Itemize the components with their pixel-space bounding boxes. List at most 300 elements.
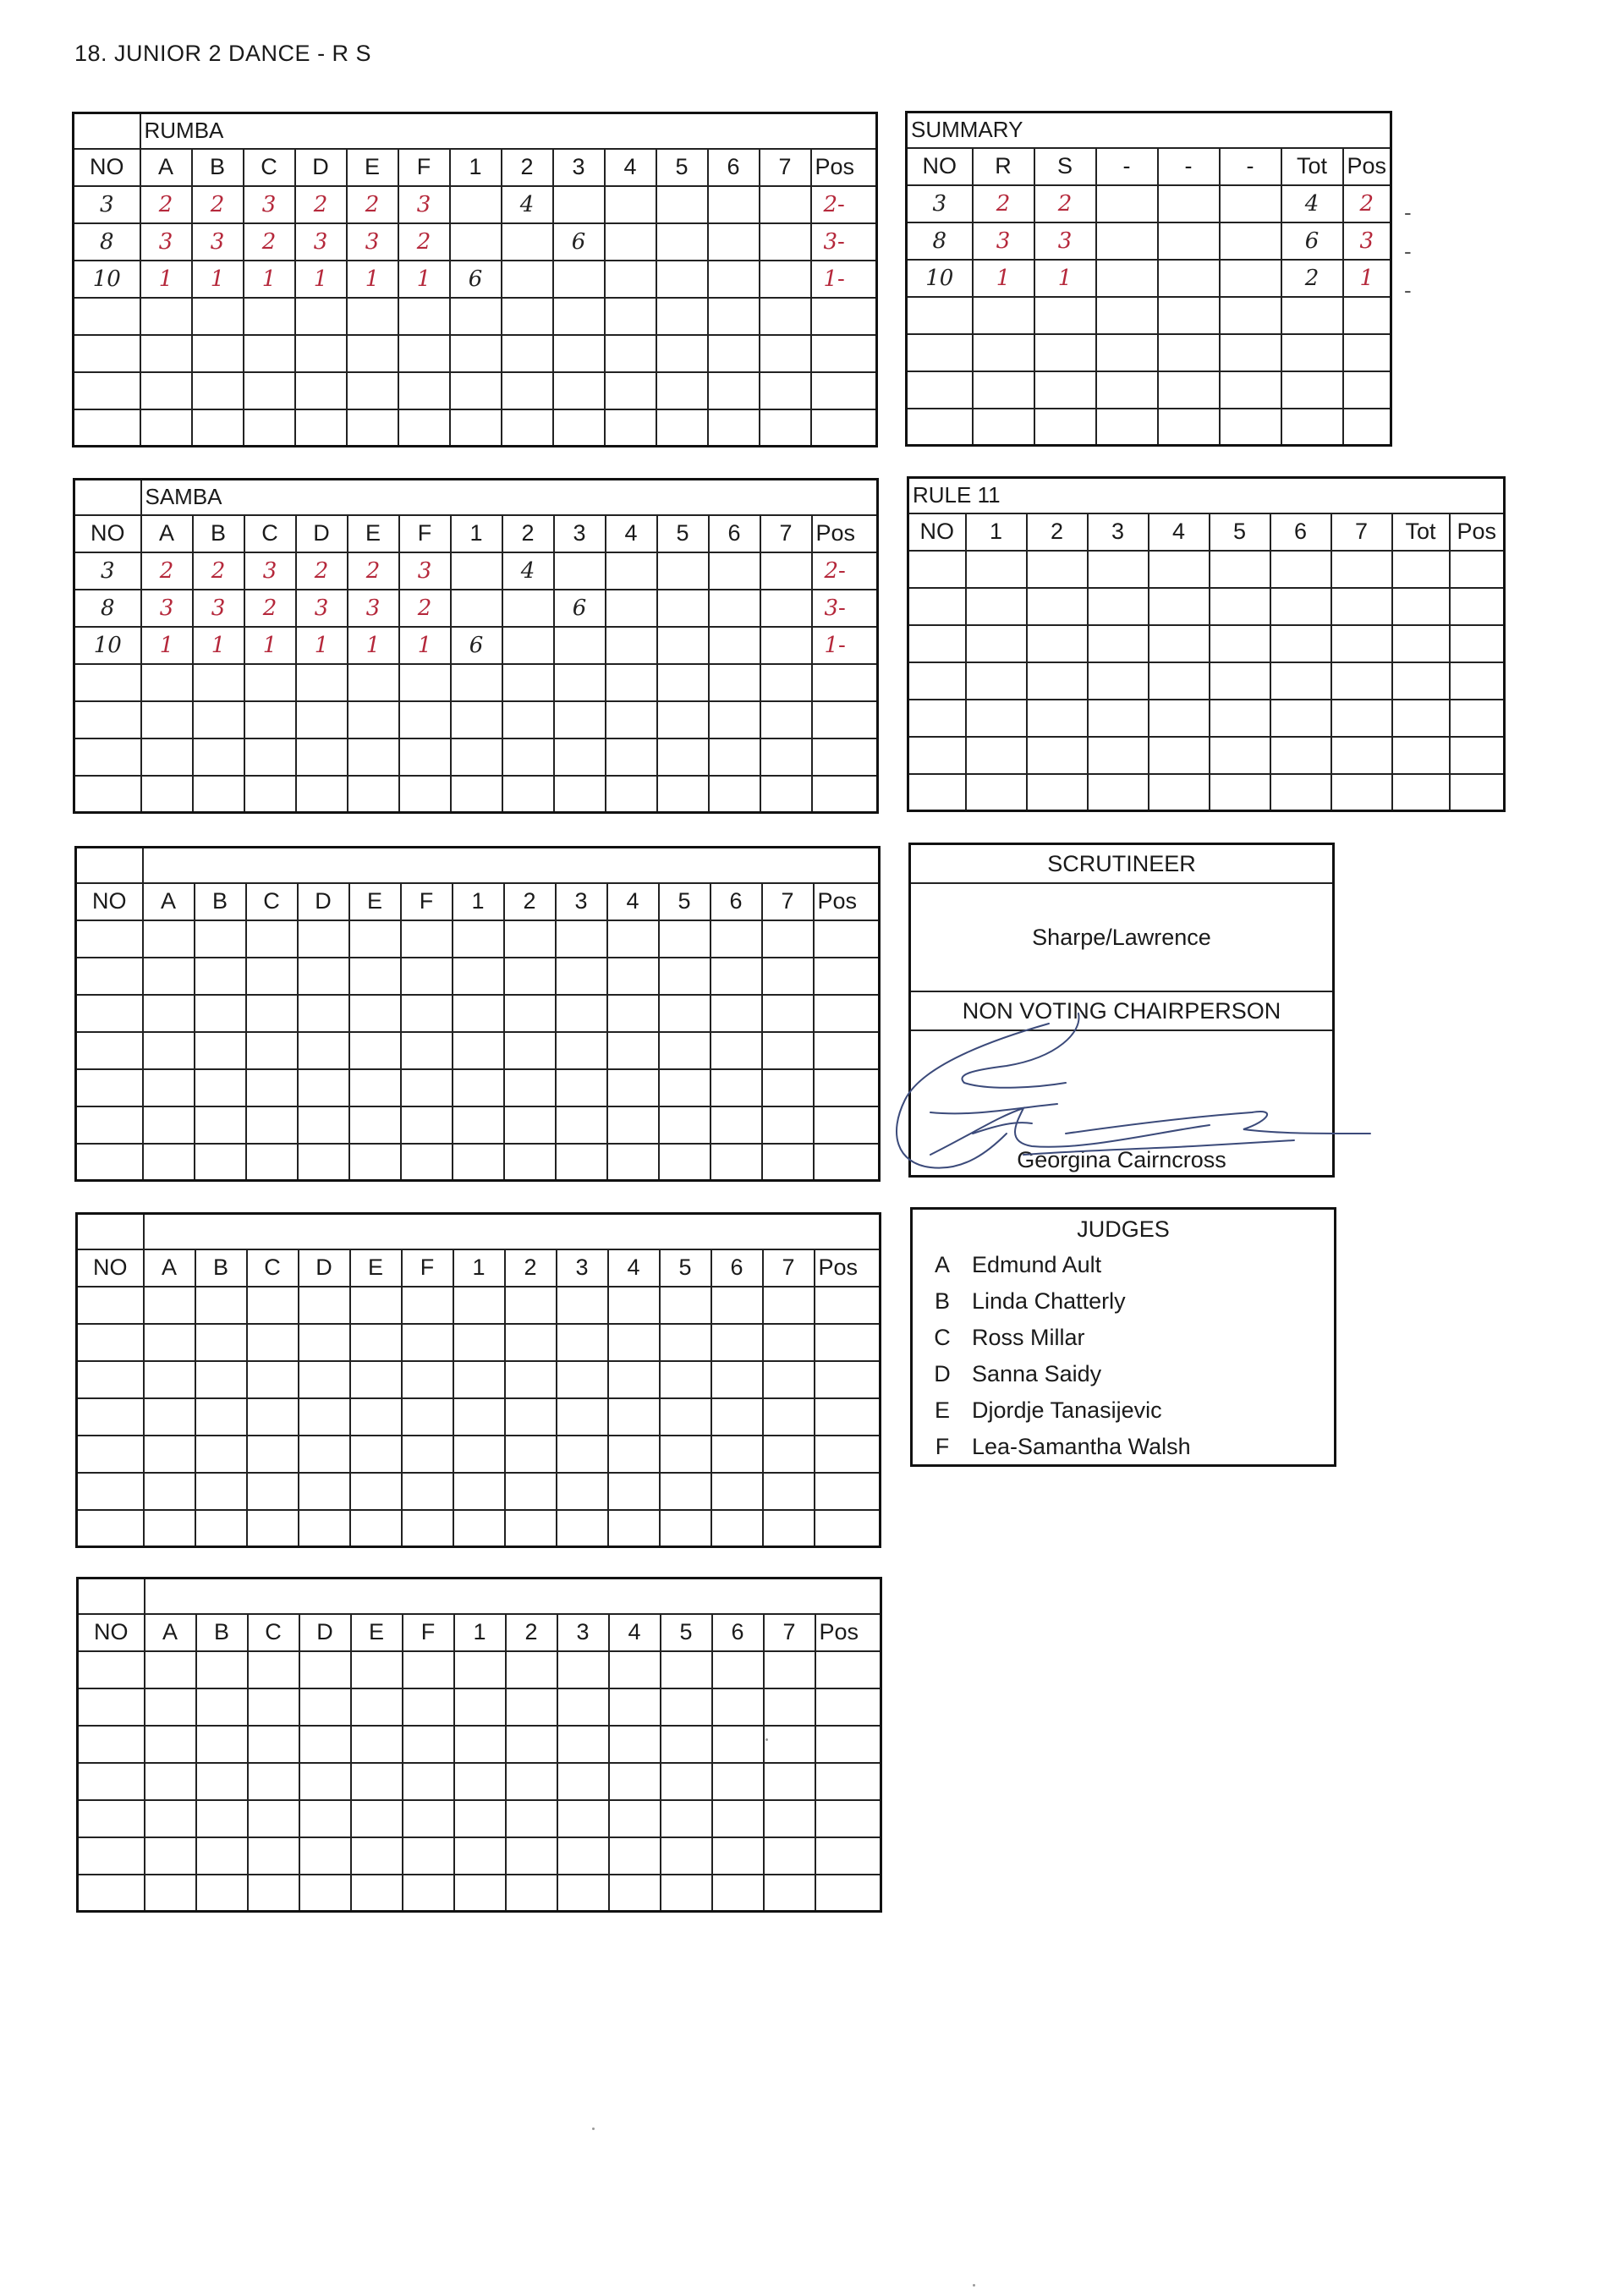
column-header: 2 <box>502 515 554 552</box>
dance-title <box>144 1214 881 1249</box>
summary-cell <box>1034 371 1096 409</box>
mark-cell <box>556 1069 607 1106</box>
mark-cell <box>193 738 244 776</box>
column-header: 6 <box>1270 513 1331 551</box>
column-header: 3 <box>557 1614 609 1651</box>
mark-cell <box>660 1398 711 1436</box>
column-header: C <box>247 1249 299 1287</box>
mark-cell <box>247 1473 299 1510</box>
mark-cell <box>710 995 762 1032</box>
mark-cell: 2 <box>347 186 398 223</box>
mark-cell <box>605 409 656 447</box>
mark-cell <box>401 958 453 995</box>
table-row <box>74 552 878 590</box>
rule11-cell <box>1210 662 1270 700</box>
mark-cell <box>811 335 877 372</box>
mark-cell <box>454 1800 506 1837</box>
mark-cell <box>143 958 195 995</box>
mark-cell <box>607 1032 659 1069</box>
dance-title <box>143 848 880 883</box>
summary-cell <box>1220 371 1281 409</box>
mark-cell <box>401 920 453 958</box>
mark-cell <box>506 1875 557 1912</box>
mark-cell <box>451 701 502 738</box>
rule11-cell <box>1210 588 1270 625</box>
judges-box <box>910 1207 1336 1467</box>
summary-cell <box>1220 222 1281 260</box>
mark-cell <box>247 1324 299 1361</box>
mark-cell <box>557 1651 609 1688</box>
mark-cell <box>554 738 606 776</box>
summary-cell <box>1281 297 1343 334</box>
title-corner-cell <box>76 848 143 883</box>
column-header: 7 <box>763 1249 815 1287</box>
mark-cell <box>815 1324 881 1361</box>
mark-cell <box>657 701 709 738</box>
column-header: B <box>193 515 244 552</box>
mark-cell <box>348 701 399 738</box>
mark-cell <box>760 223 811 261</box>
mark-cell <box>193 776 244 813</box>
mark-cell <box>609 1651 661 1688</box>
mark-cell: 1 <box>192 261 244 298</box>
table-title-row <box>78 1578 881 1614</box>
mark-cell <box>556 1144 607 1181</box>
rule11-cell <box>1392 625 1450 662</box>
mark-cell <box>247 1287 299 1324</box>
mark-cell <box>712 1837 764 1875</box>
mark-cell <box>711 1361 763 1398</box>
column-header: 5 <box>660 1249 711 1287</box>
mark-cell <box>760 372 811 409</box>
column-header: 3 <box>554 515 606 552</box>
tick-dash: - <box>838 632 846 658</box>
judges-list <box>913 1247 1334 1465</box>
column-header: 7 <box>760 149 811 186</box>
mark-cell <box>607 1144 659 1181</box>
mark-cell <box>349 958 401 995</box>
column-header: - <box>1158 148 1220 185</box>
column-header: 6 <box>711 1249 763 1287</box>
column-header: 2 <box>1027 513 1088 551</box>
mark-cell <box>454 1688 506 1726</box>
summary-cell: 6 <box>1281 222 1343 260</box>
title-corner-cell <box>74 113 140 149</box>
column-header: 5 <box>1210 513 1270 551</box>
mark-cell <box>711 1324 763 1361</box>
mark-cell: 2 <box>244 590 296 627</box>
mark-cell <box>815 1287 881 1324</box>
column-header: 4 <box>609 1614 661 1651</box>
mark-cell <box>246 1069 298 1106</box>
mark-cell: 1 <box>348 627 399 664</box>
mark-cell <box>556 920 607 958</box>
mark-cell <box>554 701 606 738</box>
mark-cell <box>760 664 812 701</box>
table-row <box>78 1837 881 1875</box>
dance-title: SAMBA <box>141 480 878 515</box>
summary-cell <box>1220 334 1281 371</box>
mark-cell <box>661 1837 712 1875</box>
mark-cell <box>760 738 812 776</box>
mark-cell <box>351 1688 403 1726</box>
table-row <box>907 260 1391 297</box>
mark-cell <box>299 1875 351 1912</box>
column-header: D <box>299 1614 351 1651</box>
chairperson-name: Georgina Cairncross <box>1017 1147 1226 1172</box>
mark-cell: 1 <box>347 261 398 298</box>
tick-dash: - <box>837 228 845 255</box>
rule11-cell <box>966 551 1027 588</box>
mark-cell <box>763 1324 815 1361</box>
mark-cell <box>502 409 553 447</box>
summary-cell <box>1096 409 1158 446</box>
mark-cell <box>299 1473 350 1510</box>
mark-cell <box>606 776 657 813</box>
summary-cell: 1 <box>1034 260 1096 297</box>
mark-cell <box>557 1875 609 1912</box>
mark-cell <box>247 1361 299 1398</box>
mark-cell <box>661 1875 712 1912</box>
mark-cell <box>710 1106 762 1144</box>
mark-cell <box>77 1436 144 1473</box>
mark-cell <box>763 1398 815 1436</box>
mark-cell <box>299 1688 351 1726</box>
summary-cell: 10 <box>907 260 973 297</box>
mark-cell <box>454 1726 506 1763</box>
column-header: 6 <box>710 883 762 920</box>
mark-cell <box>403 1688 454 1726</box>
summary-cell <box>1034 409 1096 446</box>
mark-cell: 2 <box>348 552 399 590</box>
table-row <box>76 958 880 995</box>
column-header: 1 <box>966 513 1027 551</box>
mark-cell <box>660 1324 711 1361</box>
mark-cell <box>762 1032 814 1069</box>
mark-cell <box>244 701 296 738</box>
mark-cell <box>605 335 656 372</box>
mark-cell: 2 <box>140 186 192 223</box>
mark-cell: 2 <box>141 552 193 590</box>
mark-cell <box>74 776 141 813</box>
rule11-table <box>907 476 1506 812</box>
mark-cell <box>144 1324 195 1361</box>
summary-cell <box>1158 334 1220 371</box>
mark-cell <box>811 186 877 223</box>
rule11-cell <box>1392 774 1450 811</box>
mark-cell <box>453 1287 505 1324</box>
column-header: 2 <box>502 149 553 186</box>
mark-cell <box>74 372 140 409</box>
mark-cell <box>708 409 760 447</box>
mark-cell <box>195 1324 247 1361</box>
mark-cell <box>711 1473 763 1510</box>
mark-cell <box>553 372 605 409</box>
mark-cell <box>815 1361 881 1398</box>
mark-cell <box>506 1763 557 1800</box>
mark-cell <box>76 1069 143 1106</box>
tick-dash: - <box>838 557 846 584</box>
mark-cell <box>656 298 708 335</box>
mark-cell: 1 <box>399 627 451 664</box>
mark-cell: 3 <box>244 552 296 590</box>
mark-cell <box>609 1726 661 1763</box>
mark-cell: 6 <box>450 261 502 298</box>
mark-cell <box>248 1800 299 1837</box>
scrutineer-label: SCRUTINEER <box>911 845 1332 884</box>
mark-cell <box>605 372 656 409</box>
judge-name: Djordje Tanasijevic <box>972 1397 1162 1423</box>
table-row <box>74 701 878 738</box>
mark-cell <box>248 1651 299 1688</box>
rule11-cell <box>1392 700 1450 737</box>
mark-cell <box>814 1069 880 1106</box>
mark-cell <box>814 1032 880 1069</box>
table-row <box>77 1510 881 1547</box>
mark-cell: 4 <box>502 552 554 590</box>
mark-cell: 3 <box>141 590 193 627</box>
mark-cell <box>811 298 877 335</box>
mark-cell <box>77 1361 144 1398</box>
column-header: E <box>349 883 401 920</box>
mark-cell <box>712 1726 764 1763</box>
mark-cell: 6 <box>553 223 605 261</box>
table-title-row <box>908 478 1505 513</box>
mark-cell <box>244 776 296 813</box>
rule11-cell <box>1450 774 1505 811</box>
mark-cell <box>660 1436 711 1473</box>
column-header: E <box>351 1614 403 1651</box>
mark-cell <box>556 1032 607 1069</box>
mark-cell <box>607 958 659 995</box>
mark-cell: 2 <box>399 590 451 627</box>
summary-cell <box>1158 297 1220 334</box>
table-row <box>76 1032 880 1069</box>
mark-cell <box>606 738 657 776</box>
column-header: - <box>1096 148 1158 185</box>
summary-cell <box>1343 371 1391 409</box>
mark-cell <box>657 664 709 701</box>
mark-cell <box>248 1763 299 1800</box>
rule11-cell <box>908 737 966 774</box>
mark-cell <box>192 409 244 447</box>
mark-cell <box>348 664 399 701</box>
summary-cell: 2 <box>1034 185 1096 222</box>
mark-cell <box>502 261 553 298</box>
mark-cell: 2 <box>192 186 244 223</box>
mark-cell <box>295 372 347 409</box>
table-row <box>76 1106 880 1144</box>
mark-cell <box>812 627 878 664</box>
column-header: 3 <box>1088 513 1149 551</box>
mark-cell <box>760 261 811 298</box>
mark-cell <box>453 920 504 958</box>
mark-cell <box>505 1361 557 1398</box>
mark-cell <box>196 1651 248 1688</box>
dance-title <box>145 1578 881 1614</box>
column-header: E <box>347 149 398 186</box>
column-header: 6 <box>708 149 760 186</box>
position-value: 2 <box>823 191 838 217</box>
mark-cell <box>659 958 710 995</box>
judge-letter: F <box>935 1434 950 1459</box>
summary-cell <box>1158 409 1220 446</box>
column-header: 2 <box>505 1249 557 1287</box>
mark-cell <box>660 1473 711 1510</box>
title-corner-cell <box>74 480 141 515</box>
table-row <box>74 372 877 409</box>
mark-cell <box>553 335 605 372</box>
mark-cell <box>298 958 349 995</box>
mark-cell <box>763 1510 815 1547</box>
mark-cell <box>506 1688 557 1726</box>
mark-cell <box>760 590 812 627</box>
mark-cell <box>403 1875 454 1912</box>
mark-cell <box>195 1144 246 1181</box>
column-header: Pos <box>814 883 880 920</box>
mark-cell <box>504 920 556 958</box>
table-title-row <box>77 1214 881 1249</box>
mark-cell <box>299 1763 351 1800</box>
summary-cell <box>907 409 973 446</box>
mark-cell <box>299 1361 350 1398</box>
mark-cell <box>812 552 878 590</box>
table-row <box>76 995 880 1032</box>
table-row <box>74 261 877 298</box>
rule11-cell <box>1331 625 1392 662</box>
mark-cell <box>144 1398 195 1436</box>
mark-cell: 1 <box>140 261 192 298</box>
mark-cell <box>656 186 708 223</box>
mark-cell <box>659 1032 710 1069</box>
table-title-row <box>74 113 877 149</box>
mark-cell <box>506 1800 557 1837</box>
mark-cell <box>811 223 877 261</box>
mark-cell <box>660 1510 711 1547</box>
column-header: C <box>248 1614 299 1651</box>
table-row <box>77 1398 881 1436</box>
judge-row <box>913 1320 1334 1356</box>
mark-cell <box>350 1361 402 1398</box>
empty-marks-table-1 <box>74 846 881 1182</box>
mark-cell <box>502 223 553 261</box>
rule11-cell <box>1088 700 1149 737</box>
mark-cell <box>196 1763 248 1800</box>
title-corner-cell <box>78 1578 145 1614</box>
mark-cell <box>505 1510 557 1547</box>
mark-cell: 2 <box>244 223 295 261</box>
mark-cell <box>709 552 760 590</box>
mark-cell <box>609 1763 661 1800</box>
rule11-cell <box>1331 662 1392 700</box>
table-row <box>908 737 1505 774</box>
summary-tick-marks: - - - <box>1404 200 1412 303</box>
mark-cell <box>347 335 398 372</box>
mark-cell: 3 <box>295 223 347 261</box>
mark-cell <box>710 920 762 958</box>
column-header: D <box>299 1249 350 1287</box>
summary-cell <box>1158 185 1220 222</box>
mark-cell <box>403 1726 454 1763</box>
rule11-cell <box>1027 700 1088 737</box>
table-row <box>78 1651 881 1688</box>
column-header: A <box>143 883 195 920</box>
column-header-row <box>74 149 877 186</box>
column-header: Pos <box>815 1614 881 1651</box>
mark-cell <box>351 1651 403 1688</box>
mark-cell <box>454 1837 506 1875</box>
summary-cell <box>973 371 1034 409</box>
mark-cell <box>657 776 709 813</box>
mark-cell <box>143 1144 195 1181</box>
column-header: E <box>348 515 399 552</box>
column-header: 4 <box>608 1249 660 1287</box>
mark-cell <box>453 1032 504 1069</box>
mark-cell <box>299 1651 351 1688</box>
mark-cell: 1 <box>244 261 295 298</box>
mark-cell <box>196 1688 248 1726</box>
mark-cell <box>502 372 553 409</box>
table-row <box>907 334 1391 371</box>
rule11-cell <box>1027 551 1088 588</box>
column-header: Tot <box>1281 148 1343 185</box>
mark-cell <box>349 1106 401 1144</box>
rule11-cell <box>908 700 966 737</box>
column-header: C <box>244 149 295 186</box>
mark-cell <box>454 1763 506 1800</box>
rule11-cell <box>1450 551 1505 588</box>
column-header: 1 <box>453 1249 505 1287</box>
column-header: Pos <box>812 515 878 552</box>
mark-cell <box>299 1800 351 1837</box>
column-header: Pos <box>815 1249 881 1287</box>
mark-cell <box>811 409 877 447</box>
summary-cell <box>1158 260 1220 297</box>
mark-cell <box>244 335 295 372</box>
mark-cell <box>605 186 656 223</box>
summary-cell <box>1281 409 1343 446</box>
mark-cell <box>709 738 760 776</box>
mark-cell <box>607 995 659 1032</box>
column-header: NO <box>78 1614 145 1651</box>
mark-cell <box>141 664 193 701</box>
mark-cell <box>814 1144 880 1181</box>
column-header: NO <box>908 513 966 551</box>
mark-cell <box>454 1651 506 1688</box>
table-row <box>74 590 878 627</box>
mark-cell <box>141 701 193 738</box>
rule11-cell <box>1450 662 1505 700</box>
mark-cell <box>140 335 192 372</box>
mark-cell <box>296 776 348 813</box>
rule11-cell <box>966 774 1027 811</box>
judge-row <box>913 1429 1334 1465</box>
table-title-row <box>907 113 1391 148</box>
rule11-cell <box>1270 700 1331 737</box>
mark-cell <box>659 920 710 958</box>
mark-cell <box>504 1032 556 1069</box>
mark-cell <box>145 1837 196 1875</box>
rule11-cell <box>1210 551 1270 588</box>
mark-cell <box>246 1032 298 1069</box>
mark-cell <box>77 1398 144 1436</box>
mark-cell <box>656 223 708 261</box>
rule11-cell <box>908 551 966 588</box>
mark-cell <box>557 1473 608 1510</box>
column-header-row <box>76 883 880 920</box>
empty-marks-table-3 <box>76 1577 882 1913</box>
column-header: - <box>1220 148 1281 185</box>
